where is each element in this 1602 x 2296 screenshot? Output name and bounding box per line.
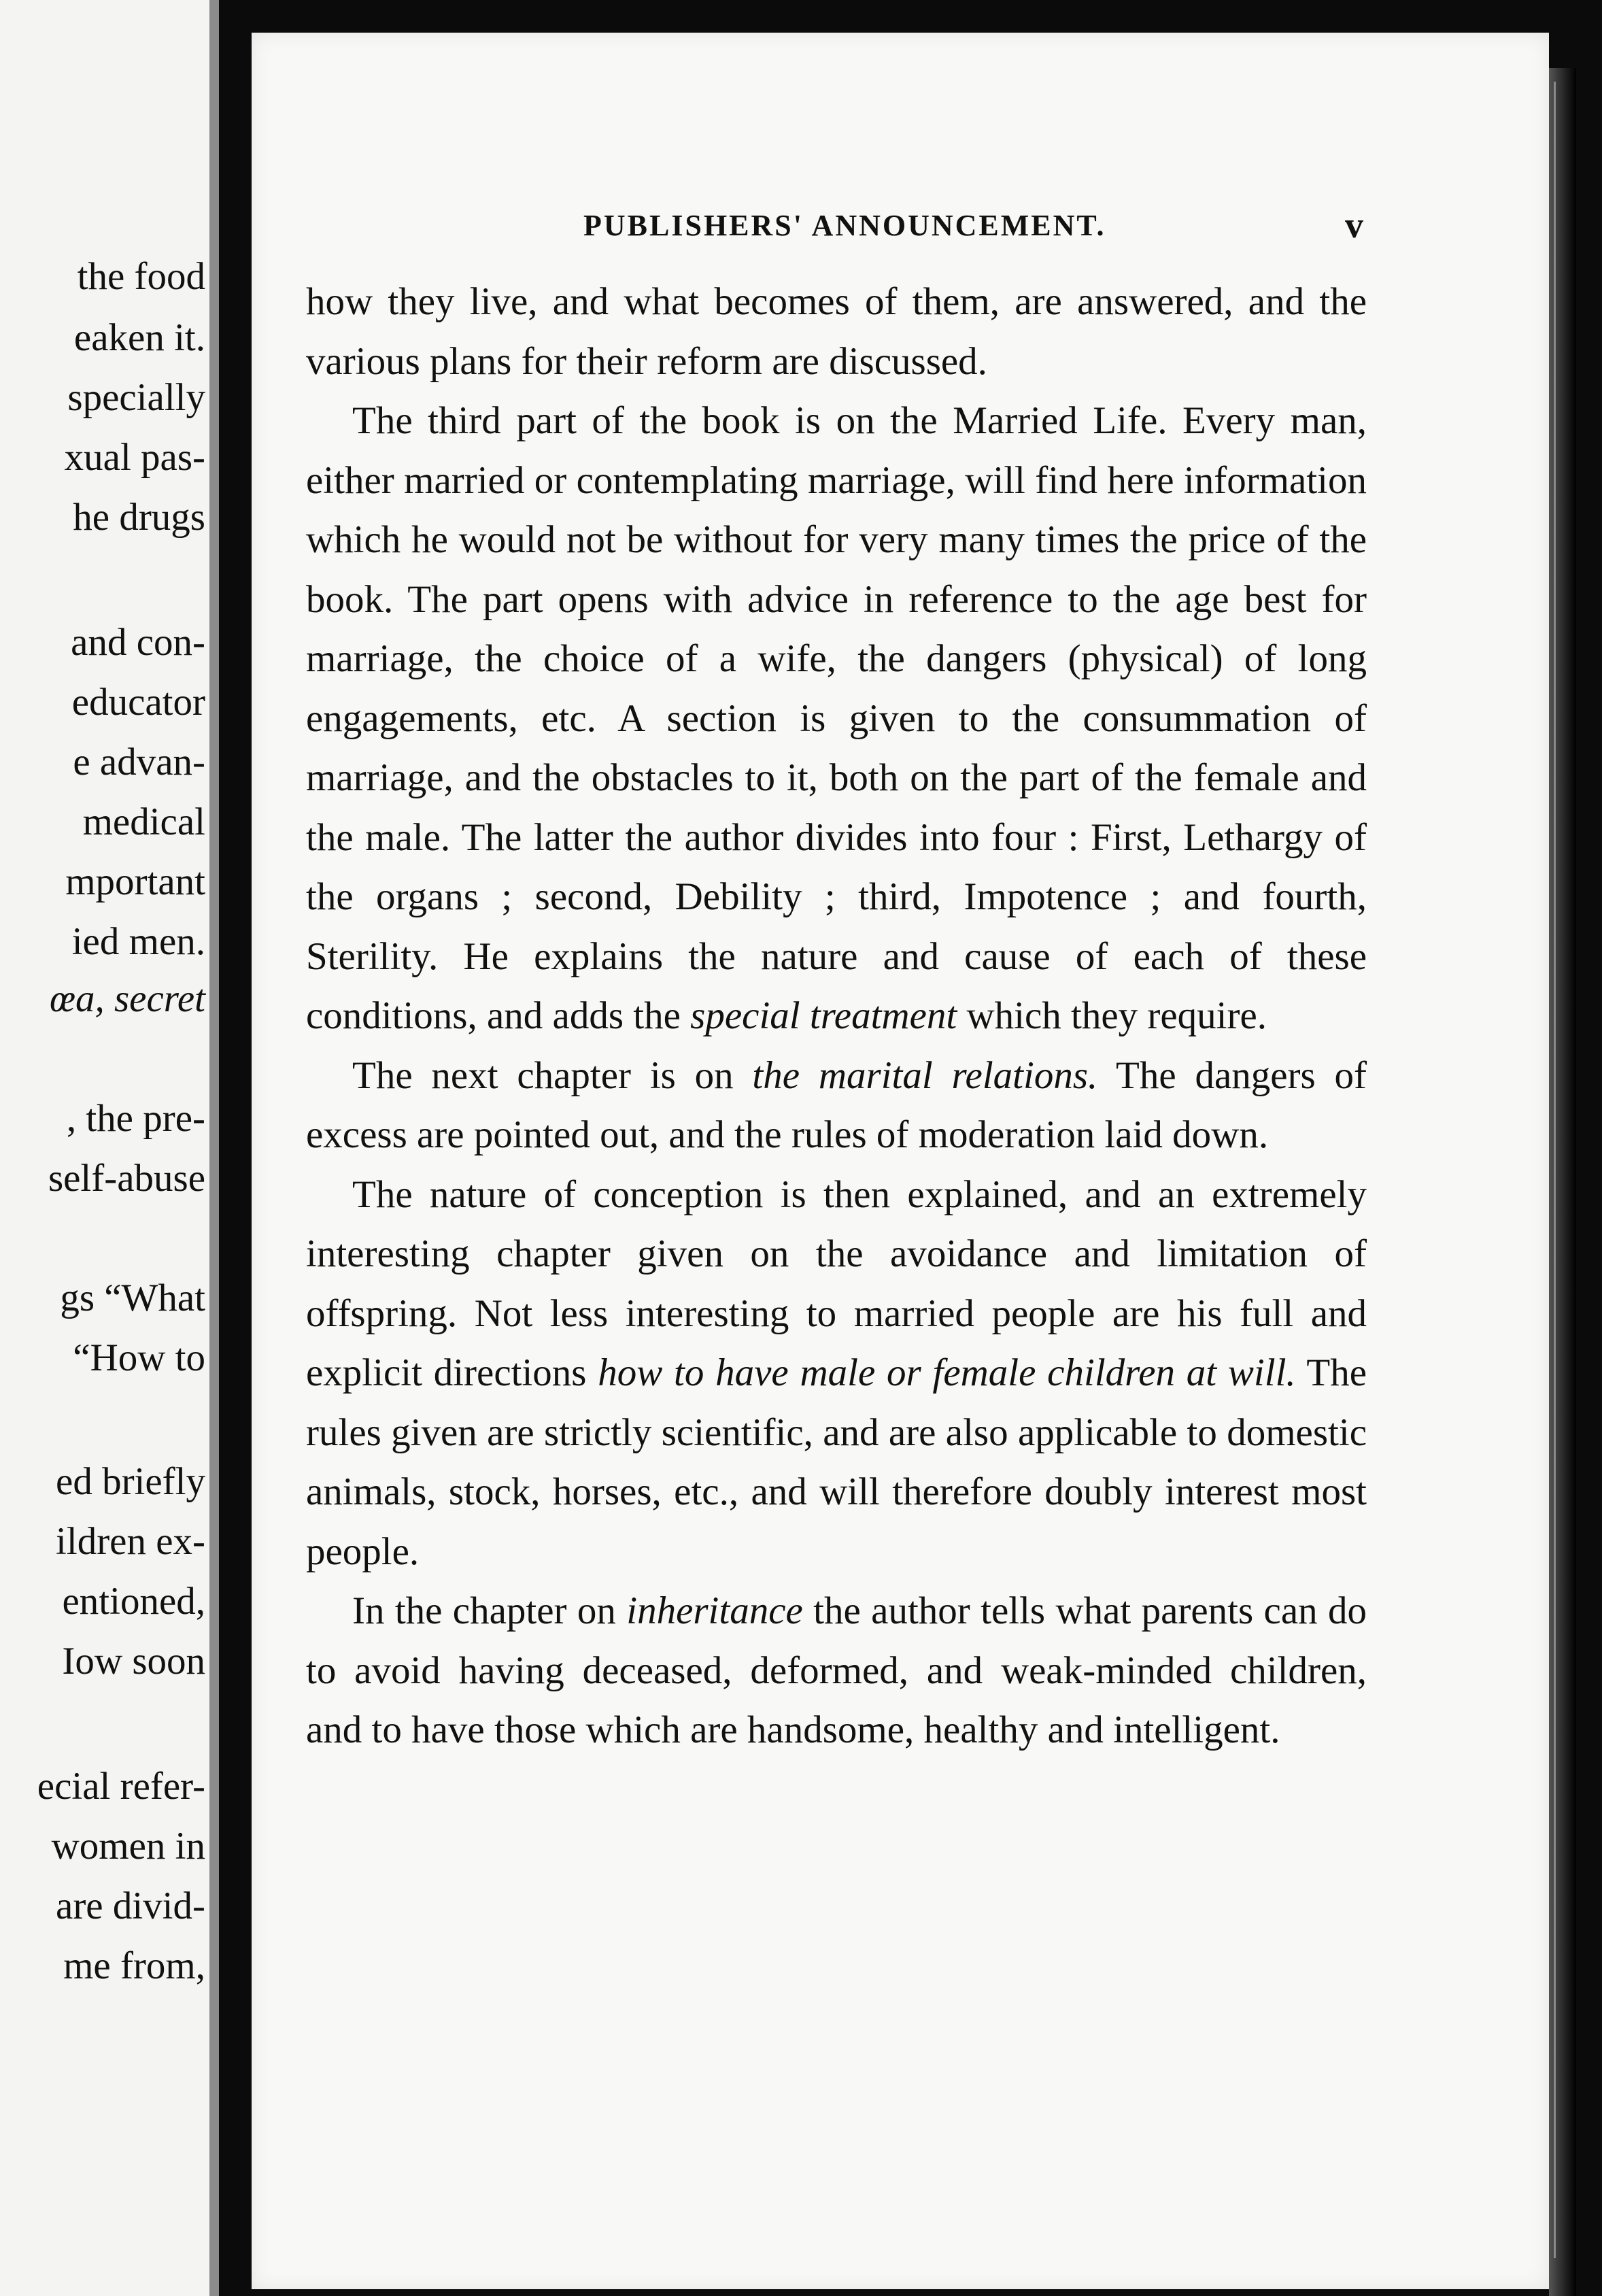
- page-number: v: [1345, 205, 1363, 246]
- facing-page-line: eaken it.: [73, 316, 205, 359]
- italic-phrase: inheritance: [626, 1589, 803, 1632]
- facing-page-fragment: [0, 0, 219, 2296]
- facing-page-line: specially: [67, 376, 205, 419]
- text-run: the author tells what parents can do to avoid having deceased, deformed, and weak-minded children, and to have those which are handsome, healthy and intelligent.: [306, 1589, 1367, 1751]
- facing-page-line: œa, secret: [49, 977, 205, 1020]
- facing-page-line: “How to: [73, 1336, 205, 1379]
- facing-page-line: me from,: [63, 1944, 205, 1987]
- facing-page-line: educator: [71, 681, 205, 724]
- paragraph: [306, 391, 1367, 1046]
- facing-page-line: women in: [51, 1825, 205, 1868]
- paragraph: [306, 1046, 1367, 1165]
- facing-page-line: ecial refer-: [37, 1765, 205, 1808]
- text-run: The third part of the book is on the Married Life. Every man, either married or contemplating marriage, will find here information which he would not be without for very many times the price of the book. The part opens with advice in reference to the age best for marriage, the choice of a wife, the dangers (physical) of long engagements, etc. A section is given to the consummation of marriage, and the obstacles to it, both on the part of the female and the male. The latter the author divides into four : First, Lethargy of the organs ; second, Debility ; third, Impotence ; and fourth, Sterility. He explains the nature and cause of each of these conditions, and adds the: [306, 399, 1367, 1037]
- facing-page-line: medical: [82, 800, 205, 843]
- facing-page-line: e advan-: [73, 741, 205, 783]
- facing-page-line: , the pre-: [66, 1097, 205, 1140]
- page-gutter: [209, 0, 219, 2296]
- body-text: [306, 272, 1367, 1760]
- facing-page-line: mportant: [65, 860, 205, 903]
- facing-page-line: he drugs: [73, 496, 205, 539]
- text-run: which they require.: [957, 994, 1267, 1037]
- facing-page-line: xual pas-: [64, 436, 205, 479]
- facing-page-line: ied men.: [71, 920, 205, 963]
- facing-page-line: ed briefly: [56, 1460, 205, 1503]
- facing-page-line: gs “What: [60, 1277, 205, 1319]
- facing-page-line: ildren ex-: [56, 1520, 205, 1563]
- paragraph: [306, 1581, 1367, 1760]
- page-edge: [1549, 68, 1576, 2296]
- paragraph: [306, 272, 1367, 391]
- italic-phrase: how to have male or female children at will.: [598, 1351, 1296, 1394]
- text-run: how they live, and what becomes of them, are answered, and the various plans for their reform are discussed.: [306, 280, 1367, 383]
- text-run: The dangers of excess are pointed out, and the rules of moderation laid down.: [306, 1053, 1367, 1156]
- facing-page-line: entioned,: [62, 1580, 205, 1623]
- facing-page-line: the food: [77, 255, 205, 298]
- facing-page-line: self-abuse: [48, 1157, 205, 1200]
- text-run: The nature of conception is then explained, and an extremely interesting chapter given on the avoidance and limitation of offspring. Not less interesting to married people are his full and explicit directions: [306, 1172, 1367, 1394]
- facing-page-line: are divid-: [56, 1885, 205, 1927]
- page-edge-line: [1554, 82, 1556, 2258]
- running-head: PUBLISHERS' ANNOUNCEMENT.: [583, 209, 1106, 242]
- text-run: The rules given are strictly scientific, and are also applicable to domestic animals, stock, horses, etc., and will therefore doubly interest most people.: [306, 1351, 1367, 1573]
- italic-phrase: the marital relations.: [752, 1053, 1098, 1097]
- facing-page-line: Iow soon: [62, 1640, 205, 1683]
- paragraph: [306, 1165, 1367, 1582]
- text-run: The next chapter is on: [352, 1053, 753, 1097]
- text-run: In the chapter on: [352, 1589, 627, 1632]
- facing-page-line: and con-: [71, 621, 205, 664]
- italic-phrase: special treatment: [690, 994, 957, 1037]
